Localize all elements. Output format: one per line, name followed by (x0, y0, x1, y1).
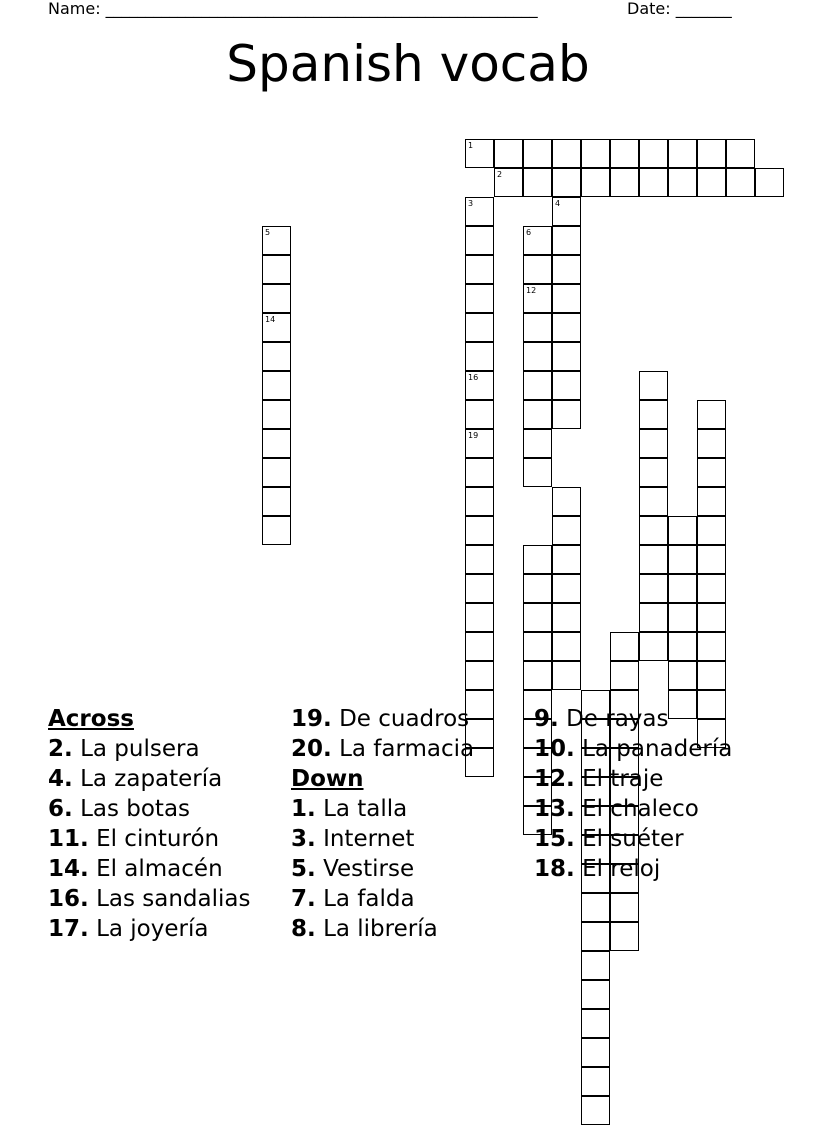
grid-cell[interactable] (697, 603, 726, 632)
grid-cell[interactable] (465, 487, 494, 516)
grid-cell[interactable] (465, 603, 494, 632)
grid-cell[interactable] (465, 661, 494, 690)
grid-cell[interactable] (552, 371, 581, 400)
across-clue: 2. La pulsera (48, 736, 200, 762)
across-heading: Across (48, 706, 134, 732)
grid-cell[interactable] (552, 313, 581, 342)
grid-cell[interactable] (465, 226, 494, 255)
grid-cell[interactable] (581, 1096, 610, 1125)
grid-cell[interactable] (465, 313, 494, 342)
grid-cell[interactable] (697, 661, 726, 690)
grid-cell[interactable] (494, 168, 523, 197)
grid-cell[interactable] (465, 342, 494, 371)
down-clue: 15. El suéter (534, 826, 684, 852)
grid-cell[interactable] (552, 197, 581, 226)
page-title: Spanish vocab (226, 35, 590, 93)
grid-cell[interactable] (262, 255, 291, 284)
grid-cell[interactable] (465, 516, 494, 545)
across-clue: 17. La joyería (48, 916, 209, 942)
grid-cell[interactable] (523, 603, 552, 632)
grid-cell[interactable] (610, 632, 639, 661)
grid-cell[interactable] (639, 139, 668, 168)
grid-cell[interactable] (552, 168, 581, 197)
grid-cell[interactable] (639, 400, 668, 429)
clue-number: 19 (468, 431, 479, 440)
grid-cell[interactable] (262, 487, 291, 516)
down-clue: 3. Internet (291, 826, 415, 852)
grid-cell[interactable] (465, 400, 494, 429)
grid-cell[interactable] (668, 139, 697, 168)
grid-cell[interactable] (465, 545, 494, 574)
grid-cell[interactable] (523, 574, 552, 603)
across-clue: 20. La farmacia (291, 736, 475, 762)
grid-cell[interactable] (668, 545, 697, 574)
grid-cell[interactable] (552, 342, 581, 371)
grid-cell[interactable] (581, 1038, 610, 1067)
down-clue: 7. La falda (291, 886, 415, 912)
grid-cell[interactable] (262, 516, 291, 545)
grid-cell[interactable] (552, 226, 581, 255)
grid-cell[interactable] (610, 168, 639, 197)
clue-number: 12 (526, 286, 537, 295)
grid-cell[interactable] (639, 632, 668, 661)
grid-cell[interactable] (639, 371, 668, 400)
across-clue: 16. Las sandalias (48, 886, 251, 912)
grid-cell[interactable] (552, 574, 581, 603)
grid-cell[interactable] (465, 632, 494, 661)
across-clue: 14. El almacén (48, 856, 223, 882)
grid-cell[interactable] (465, 458, 494, 487)
clue-number: 6 (526, 228, 532, 237)
grid-cell[interactable] (668, 661, 697, 690)
grid-cell[interactable] (610, 893, 639, 922)
down-clue: 8. La librería (291, 916, 438, 942)
grid-cell[interactable] (262, 284, 291, 313)
grid-cell[interactable] (552, 632, 581, 661)
grid-cell[interactable] (552, 487, 581, 516)
grid-cell[interactable] (523, 545, 552, 574)
grid-cell[interactable] (726, 168, 755, 197)
grid-cell[interactable] (552, 284, 581, 313)
clue-number: 16 (468, 373, 479, 382)
grid-cell[interactable] (523, 255, 552, 284)
grid-cell[interactable] (639, 168, 668, 197)
across-clue: 19. De cuadros (291, 706, 470, 732)
down-clue: 9. De rayas (534, 706, 669, 732)
across-clue: 11. El cinturón (48, 826, 220, 852)
clue-number: 2 (497, 170, 503, 179)
grid-cell[interactable] (523, 284, 552, 313)
grid-cell[interactable] (610, 661, 639, 690)
grid-cell[interactable] (639, 429, 668, 458)
across-clue: 4. La zapatería (48, 766, 223, 792)
grid-cell[interactable] (262, 371, 291, 400)
grid-cell[interactable] (639, 487, 668, 516)
grid-cell[interactable] (552, 545, 581, 574)
grid-cell[interactable] (668, 168, 697, 197)
grid-cell[interactable] (262, 400, 291, 429)
clue-number: 1 (468, 141, 474, 150)
grid-cell[interactable] (639, 574, 668, 603)
across-clue: 6. Las botas (48, 796, 191, 822)
down-heading: Down (291, 766, 364, 792)
grid-cell[interactable] (552, 255, 581, 284)
grid-cell[interactable] (552, 603, 581, 632)
down-clue: 5. Vestirse (291, 856, 415, 882)
grid-cell[interactable] (523, 400, 552, 429)
grid-cell[interactable] (668, 516, 697, 545)
grid-cell[interactable] (523, 661, 552, 690)
down-clue: 10. La panadería (534, 736, 733, 762)
grid-cell[interactable] (465, 429, 494, 458)
grid-cell[interactable] (262, 226, 291, 255)
name-field-label: Name: ______________________________________________________ (48, 0, 538, 18)
grid-cell[interactable] (465, 574, 494, 603)
grid-cell[interactable] (523, 313, 552, 342)
clue-column-3 (534, 704, 732, 884)
grid-cell[interactable] (726, 139, 755, 168)
date-field-label: Date: _______ (627, 0, 732, 18)
grid-cell[interactable] (465, 371, 494, 400)
grid-cell[interactable] (552, 139, 581, 168)
grid-cell[interactable] (523, 632, 552, 661)
down-clue: 18. El reloj (534, 856, 661, 882)
grid-cell[interactable] (697, 487, 726, 516)
grid-cell[interactable] (465, 139, 494, 168)
grid-cell[interactable] (668, 603, 697, 632)
grid-cell[interactable] (581, 168, 610, 197)
grid-cell[interactable] (639, 603, 668, 632)
grid-cell[interactable] (581, 951, 610, 980)
grid-cell[interactable] (697, 168, 726, 197)
grid-cell[interactable] (552, 516, 581, 545)
grid-cell[interactable] (581, 1067, 610, 1096)
grid-cell[interactable] (523, 429, 552, 458)
grid-cell[interactable] (523, 458, 552, 487)
grid-cell[interactable] (465, 255, 494, 284)
grid-cell[interactable] (465, 197, 494, 226)
grid-cell[interactable] (581, 139, 610, 168)
grid-cell[interactable] (262, 342, 291, 371)
grid-cell[interactable] (697, 139, 726, 168)
grid-cell[interactable] (697, 458, 726, 487)
grid-cell[interactable] (639, 516, 668, 545)
clue-number: 5 (265, 228, 271, 237)
grid-cell[interactable] (581, 1009, 610, 1038)
grid-cell[interactable] (552, 400, 581, 429)
grid-cell[interactable] (610, 922, 639, 951)
down-clue: 1. La talla (291, 796, 408, 822)
grid-cell[interactable] (523, 371, 552, 400)
clue-column-2 (291, 704, 474, 944)
grid-cell[interactable] (697, 400, 726, 429)
grid-cell[interactable] (697, 545, 726, 574)
grid-cell[interactable] (262, 429, 291, 458)
grid-cell[interactable] (755, 168, 784, 197)
clue-number: 14 (265, 315, 276, 324)
grid-cell[interactable] (639, 458, 668, 487)
grid-cell[interactable] (262, 313, 291, 342)
grid-cell[interactable] (523, 139, 552, 168)
grid-cell[interactable] (523, 226, 552, 255)
grid-cell[interactable] (697, 574, 726, 603)
grid-cell[interactable] (552, 661, 581, 690)
grid-cell[interactable] (581, 980, 610, 1009)
clue-number: 4 (555, 199, 561, 208)
grid-cell[interactable] (581, 922, 610, 951)
down-clue: 13. El chaleco (534, 796, 699, 822)
grid-cell[interactable] (523, 342, 552, 371)
down-clue: 12. El traje (534, 766, 664, 792)
grid-cell[interactable] (668, 574, 697, 603)
grid-cell[interactable] (639, 545, 668, 574)
clue-column-1 (48, 704, 250, 944)
grid-cell[interactable] (610, 139, 639, 168)
grid-cell[interactable] (581, 893, 610, 922)
grid-cell[interactable] (697, 516, 726, 545)
clue-number: 3 (468, 199, 474, 208)
grid-cell[interactable] (494, 139, 523, 168)
grid-cell[interactable] (465, 284, 494, 313)
grid-cell[interactable] (523, 168, 552, 197)
grid-cell[interactable] (668, 632, 697, 661)
grid-cell[interactable] (262, 458, 291, 487)
grid-cell[interactable] (697, 632, 726, 661)
grid-cell[interactable] (697, 429, 726, 458)
